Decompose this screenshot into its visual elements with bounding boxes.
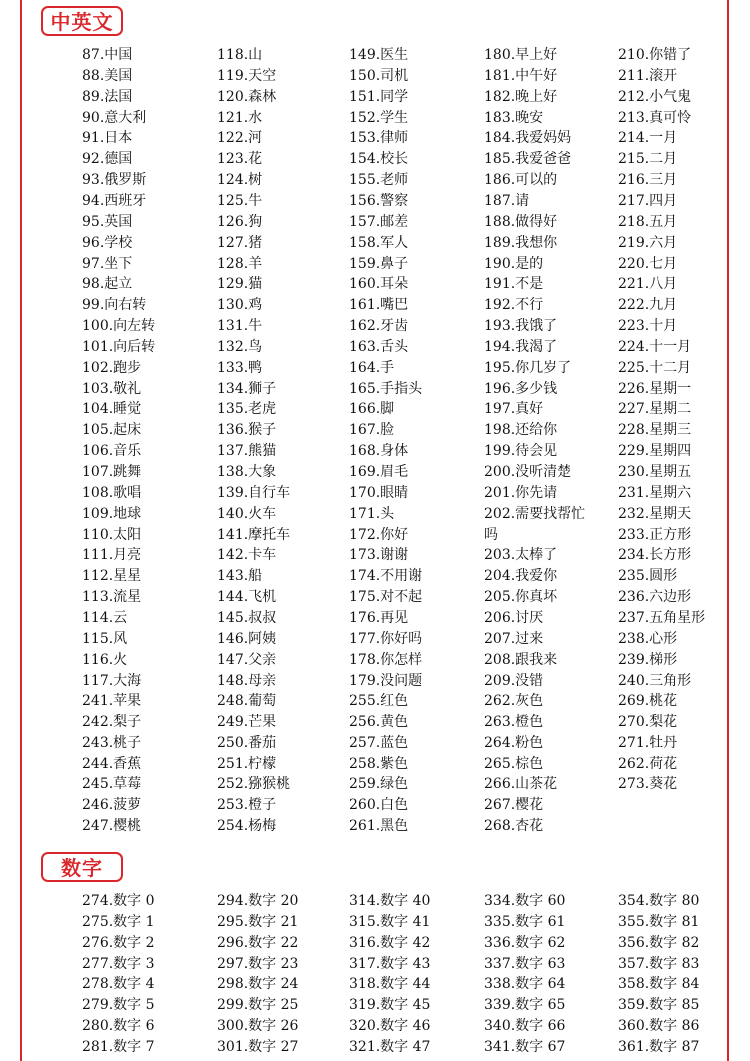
vocab-item: 158.军人 bbox=[349, 234, 409, 251]
section-title-numbers: 数字 bbox=[41, 852, 123, 882]
vocab-item: 110.太阳 bbox=[82, 526, 142, 543]
vocab-item: 160.耳朵 bbox=[349, 276, 409, 293]
vocab-item: 314.数字 40 bbox=[349, 893, 431, 909]
vocab-item: 355.数字 81 bbox=[618, 913, 700, 930]
vocab-item: 154.校长 bbox=[349, 151, 409, 168]
vocab-item: 229.星期四 bbox=[618, 443, 692, 460]
vocab-item: 87.中国 bbox=[82, 47, 133, 63]
vocab-item: 243.桃子 bbox=[82, 734, 142, 751]
vocab-item: 118.山 bbox=[217, 47, 263, 63]
vocab-item: 92.德国 bbox=[82, 151, 133, 168]
vocab-item: 101.向后转 bbox=[82, 338, 156, 355]
vocab-item: 341.数字 67 bbox=[484, 1038, 566, 1055]
vocab-item: 356.数字 82 bbox=[618, 934, 700, 951]
vocab-item: 228.星期三 bbox=[618, 422, 692, 439]
vocab-item: 141.摩托车 bbox=[217, 526, 291, 543]
section-title-chinese-english: 中英文 bbox=[41, 6, 123, 36]
vocab-item: 127.猪 bbox=[217, 234, 263, 251]
vocab-item: 266.山茶花 bbox=[484, 776, 558, 793]
vocab-item: 113.流星 bbox=[82, 589, 142, 606]
vocab-item: 114.云 bbox=[82, 609, 128, 626]
vocab-item: 240.三角形 bbox=[618, 672, 692, 689]
vocab-item: 339.数字 65 bbox=[484, 997, 566, 1014]
vocab-item: 258.紫色 bbox=[349, 755, 409, 772]
vocab-item: 187.请 bbox=[484, 192, 530, 209]
vocab-item: 151.同学 bbox=[349, 88, 409, 105]
vocab-item: 186.可以的 bbox=[484, 172, 558, 189]
vocab-item: 156.警察 bbox=[349, 192, 409, 209]
vocab-item: 106.音乐 bbox=[82, 443, 142, 460]
vocab-item: 279.数字 5 bbox=[82, 997, 155, 1014]
vocab-item: 97.坐下 bbox=[82, 255, 133, 272]
vocab-item: 280.数字 6 bbox=[82, 1018, 155, 1035]
vocab-item: 129.猫 bbox=[217, 276, 263, 293]
vocab-item: 208.跟我来 bbox=[484, 651, 558, 668]
vocab-item: 236.六边形 bbox=[618, 589, 692, 606]
vocab-item: 358.数字 84 bbox=[618, 976, 700, 993]
vocab-item: 202.需要找帮忙吗 bbox=[484, 505, 586, 543]
vocab-item: 145.叔叔 bbox=[217, 609, 277, 626]
page-border-right bbox=[727, 0, 729, 1061]
vocab-item: 251.柠檬 bbox=[217, 755, 277, 772]
vocab-item: 337.数字 63 bbox=[484, 955, 566, 972]
vocab-item: 213.真可怜 bbox=[618, 109, 692, 126]
vocab-item: 163.舌头 bbox=[349, 338, 409, 355]
vocab-item: 249.芒果 bbox=[217, 713, 277, 730]
vocab-item: 194.我渴了 bbox=[484, 338, 558, 355]
vocab-item: 297.数字 23 bbox=[217, 955, 299, 972]
vocab-item: 338.数字 64 bbox=[484, 976, 566, 993]
vocab-item: 222.九月 bbox=[618, 297, 678, 314]
vocab-item: 300.数字 26 bbox=[217, 1018, 299, 1035]
vocab-item: 198.还给你 bbox=[484, 422, 558, 439]
vocab-item: 95.英国 bbox=[82, 213, 133, 230]
vocab-item: 152.学生 bbox=[349, 109, 409, 126]
vocab-item: 137.熊猫 bbox=[217, 443, 277, 460]
vocab-item: 317.数字 43 bbox=[349, 955, 431, 972]
vocab-item: 161.嘴巴 bbox=[349, 297, 409, 314]
vocab-item: 131.牛 bbox=[217, 318, 263, 335]
vocab-item: 89.法国 bbox=[82, 88, 133, 105]
vocab-item: 100.向左转 bbox=[82, 318, 156, 335]
vocab-item: 245.草莓 bbox=[82, 776, 142, 793]
vocab-item: 299.数字 25 bbox=[217, 997, 299, 1014]
vocab-item: 224.十一月 bbox=[618, 338, 692, 355]
vocab-item: 252.猕猴桃 bbox=[217, 776, 291, 793]
vocab-item: 122.河 bbox=[217, 130, 263, 147]
vocab-item: 361.数字 87 bbox=[618, 1038, 700, 1055]
vocab-item: 216.三月 bbox=[618, 172, 678, 189]
vocab-item: 191.不是 bbox=[484, 276, 544, 293]
vocab-item: 90.意大利 bbox=[82, 109, 147, 126]
vocab-item: 295.数字 21 bbox=[217, 913, 299, 930]
vocab-item: 192.不行 bbox=[484, 297, 544, 314]
vocab-item: 340.数字 66 bbox=[484, 1018, 566, 1035]
vocab-item: 94.西班牙 bbox=[82, 192, 147, 209]
vocab-item: 148.母亲 bbox=[217, 672, 277, 689]
vocab-item: 275.数字 1 bbox=[82, 913, 155, 930]
vocab-item: 96.学校 bbox=[82, 234, 133, 251]
vocab-item: 223.十月 bbox=[618, 318, 678, 335]
vocab-item: 277.数字 3 bbox=[82, 955, 155, 972]
vocab-item: 268.杏花 bbox=[484, 818, 544, 835]
vocab-item: 103.敬礼 bbox=[82, 380, 142, 397]
vocab-item: 159.鼻子 bbox=[349, 255, 409, 272]
vocab-item: 264.粉色 bbox=[484, 734, 544, 751]
vocab-item: 238.心形 bbox=[618, 630, 678, 647]
vocab-item: 315.数字 41 bbox=[349, 913, 431, 930]
vocab-item: 334.数字 60 bbox=[484, 893, 566, 909]
vocab-item: 259.绿色 bbox=[349, 776, 409, 793]
vocab-item: 267.樱花 bbox=[484, 797, 544, 814]
vocab-item: 119.天空 bbox=[217, 67, 277, 84]
vocab-item: 231.星期六 bbox=[618, 484, 692, 501]
vocab-item: 177.你好吗 bbox=[349, 630, 423, 647]
vocab-item: 199.待会见 bbox=[484, 443, 558, 460]
vocab-item: 124.树 bbox=[217, 172, 263, 189]
vocab-item: 146.阿姨 bbox=[217, 630, 277, 647]
vocab-item: 217.四月 bbox=[618, 192, 678, 209]
vocab-item: 203.太棒了 bbox=[484, 547, 558, 564]
vocab-item: 242.梨子 bbox=[82, 713, 142, 730]
vocab-item: 206.讨厌 bbox=[484, 609, 544, 626]
vocab-item: 234.长方形 bbox=[618, 547, 692, 564]
vocab-item: 244.香蕉 bbox=[82, 755, 142, 772]
vocab-item: 250.番茄 bbox=[217, 734, 277, 751]
vocab-item: 155.老师 bbox=[349, 172, 409, 189]
vocab-item: 91.日本 bbox=[82, 130, 133, 147]
vocab-item: 115.风 bbox=[82, 630, 128, 647]
vocab-item: 107.跳舞 bbox=[82, 464, 142, 480]
vocab-item: 170.眼睛 bbox=[349, 484, 409, 501]
vocab-item: 162.牙齿 bbox=[349, 318, 409, 335]
vocab-item: 102.跑步 bbox=[82, 359, 142, 376]
vocab-item: 150.司机 bbox=[349, 67, 409, 84]
vocab-item: 181.中午好 bbox=[484, 67, 558, 84]
vocab-item: 171.头 bbox=[349, 505, 395, 522]
vocab-item: 138.大象 bbox=[217, 464, 277, 480]
vocab-item: 316.数字 42 bbox=[349, 934, 431, 951]
vocab-item: 209.没错 bbox=[484, 672, 544, 689]
vocab-item: 359.数字 85 bbox=[618, 997, 700, 1014]
vocab-item: 193.我饿了 bbox=[484, 318, 558, 335]
vocab-item: 128.羊 bbox=[217, 255, 263, 272]
vocab-item: 276.数字 2 bbox=[82, 934, 155, 951]
vocab-item: 136.猴子 bbox=[217, 422, 277, 439]
vocab-item: 99.向右转 bbox=[82, 297, 147, 314]
vocab-item: 153.律师 bbox=[349, 130, 409, 147]
vocab-item: 200.没听清楚 bbox=[484, 464, 572, 480]
vocab-item: 225.十二月 bbox=[618, 359, 692, 376]
vocab-item: 185.我爱爸爸 bbox=[484, 151, 572, 168]
vocab-item: 179.没问题 bbox=[349, 672, 423, 689]
vocab-item: 188.做得好 bbox=[484, 213, 558, 230]
vocab-item: 125.牛 bbox=[217, 192, 263, 209]
vocab-item: 274.数字 0 bbox=[82, 893, 155, 909]
vocab-item: 133.鸭 bbox=[217, 359, 263, 376]
vocab-item: 281.数字 7 bbox=[82, 1038, 155, 1055]
vocab-item: 169.眉毛 bbox=[349, 464, 409, 480]
vocab-item: 183.晚安 bbox=[484, 109, 544, 126]
vocab-item: 247.樱桃 bbox=[82, 818, 142, 835]
vocab-item: 335.数字 61 bbox=[484, 913, 566, 930]
vocab-item: 123.花 bbox=[217, 151, 263, 168]
vocab-item: 139.自行车 bbox=[217, 484, 291, 501]
vocab-item: 116.火 bbox=[82, 651, 128, 668]
vocab-item: 232.星期天 bbox=[618, 505, 692, 522]
vocab-item: 270.梨花 bbox=[618, 713, 678, 730]
vocab-item: 165.手指头 bbox=[349, 380, 423, 397]
vocab-item: 239.梯形 bbox=[618, 651, 678, 668]
vocab-item: 135.老虎 bbox=[217, 401, 277, 418]
vocab-item: 254.杨梅 bbox=[217, 818, 277, 835]
vocab-item: 298.数字 24 bbox=[217, 976, 299, 993]
vocab-item: 144.飞机 bbox=[217, 589, 277, 606]
vocab-item: 296.数字 22 bbox=[217, 934, 299, 951]
vocab-item: 262.荷花 bbox=[618, 755, 678, 772]
vocab-item: 260.白色 bbox=[349, 797, 409, 814]
vocab-item: 301.数字 27 bbox=[217, 1038, 299, 1055]
vocab-item: 149.医生 bbox=[349, 47, 409, 63]
vocab-item: 147.父亲 bbox=[217, 651, 277, 668]
vocab-item: 357.数字 83 bbox=[618, 955, 700, 972]
vocab-item: 121.水 bbox=[217, 109, 263, 126]
vocab-item: 176.再见 bbox=[349, 609, 409, 626]
vocab-item: 130.鸡 bbox=[217, 297, 263, 314]
vocab-item: 168.身体 bbox=[349, 443, 409, 460]
vocab-item: 184.我爱妈妈 bbox=[484, 130, 572, 147]
vocab-item: 318.数字 44 bbox=[349, 976, 431, 993]
vocab-item: 207.过来 bbox=[484, 630, 544, 647]
vocab-item: 237.五角星形 bbox=[618, 609, 706, 626]
vocab-item: 175.对不起 bbox=[349, 589, 423, 606]
vocab-item: 263.橙色 bbox=[484, 713, 544, 730]
vocab-item: 212.小气鬼 bbox=[618, 88, 692, 105]
vocab-item: 246.菠萝 bbox=[82, 797, 142, 814]
vocab-item: 271.牡丹 bbox=[618, 734, 678, 751]
vocab-item: 180.早上好 bbox=[484, 47, 558, 63]
vocab-item: 109.地球 bbox=[82, 505, 142, 522]
vocab-item: 167.脸 bbox=[349, 422, 395, 439]
vocab-item: 157.邮差 bbox=[349, 213, 409, 230]
vocab-item: 220.七月 bbox=[618, 255, 678, 272]
vocab-item: 255.红色 bbox=[349, 693, 409, 709]
vocab-item: 190.是的 bbox=[484, 255, 544, 272]
vocab-item: 126.狗 bbox=[217, 213, 263, 230]
vocab-item: 132.鸟 bbox=[217, 338, 263, 355]
vocab-item: 354.数字 80 bbox=[618, 893, 700, 909]
vocab-item: 269.桃花 bbox=[618, 693, 678, 709]
vocab-item: 98.起立 bbox=[82, 276, 133, 293]
vocab-item: 111.月亮 bbox=[82, 547, 142, 564]
vocab-item: 197.真好 bbox=[484, 401, 544, 418]
vocab-item: 221.八月 bbox=[618, 276, 678, 293]
vocab-item: 294.数字 20 bbox=[217, 893, 299, 909]
vocab-item: 142.卡车 bbox=[217, 547, 277, 564]
vocab-item: 189.我想你 bbox=[484, 234, 558, 251]
vocab-item: 172.你好 bbox=[349, 526, 409, 543]
vocab-item: 262.灰色 bbox=[484, 693, 544, 709]
vocab-item: 88.美国 bbox=[82, 67, 133, 84]
vocab-item: 140.火车 bbox=[217, 505, 277, 522]
vocab-item: 204.我爱你 bbox=[484, 568, 558, 585]
vocab-item: 112.星星 bbox=[82, 568, 142, 585]
vocab-item: 166.脚 bbox=[349, 401, 395, 418]
vocab-item: 105.起床 bbox=[82, 422, 142, 439]
vocab-item: 241.苹果 bbox=[82, 693, 142, 709]
vocab-item: 195.你几岁了 bbox=[484, 359, 572, 376]
vocab-item: 178.你怎样 bbox=[349, 651, 423, 668]
vocab-item: 320.数字 46 bbox=[349, 1018, 431, 1035]
vocab-item: 253.橙子 bbox=[217, 797, 277, 814]
vocab-item: 227.星期二 bbox=[618, 401, 692, 418]
vocab-item: 278.数字 4 bbox=[82, 976, 155, 993]
vocab-item: 273.葵花 bbox=[618, 776, 678, 793]
vocab-item: 164.手 bbox=[349, 359, 395, 376]
vocab-item: 218.五月 bbox=[618, 213, 678, 230]
vocab-item: 256.黄色 bbox=[349, 713, 409, 730]
vocab-item: 230.星期五 bbox=[618, 464, 692, 480]
vocab-item: 265.棕色 bbox=[484, 755, 544, 772]
vocab-item: 336.数字 62 bbox=[484, 934, 566, 951]
vocab-item: 134.狮子 bbox=[217, 380, 277, 397]
vocab-item: 214.一月 bbox=[618, 130, 678, 147]
vocab-item: 108.歌唱 bbox=[82, 484, 142, 501]
vocab-item: 196.多少钱 bbox=[484, 380, 558, 397]
vocab-item: 215.二月 bbox=[618, 151, 678, 168]
vocab-item: 226.星期一 bbox=[618, 380, 692, 397]
vocab-item: 319.数字 45 bbox=[349, 997, 431, 1014]
vocab-item: 143.船 bbox=[217, 568, 263, 585]
vocab-item: 120.森林 bbox=[217, 88, 277, 105]
vocab-item: 104.睡觉 bbox=[82, 401, 142, 418]
page-border-left bbox=[20, 0, 22, 1061]
vocab-item: 235.圆形 bbox=[618, 568, 678, 585]
vocab-item: 182.晚上好 bbox=[484, 88, 558, 105]
vocab-item: 248.葡萄 bbox=[217, 693, 277, 709]
vocab-item: 210.你错了 bbox=[618, 47, 692, 63]
vocab-item: 257.蓝色 bbox=[349, 734, 409, 751]
vocab-item: 233.正方形 bbox=[618, 526, 692, 543]
vocab-item: 174.不用谢 bbox=[349, 568, 423, 585]
vocab-item: 321.数字 47 bbox=[349, 1038, 431, 1055]
vocab-item: 205.你真坏 bbox=[484, 589, 558, 606]
vocab-item: 211.滚开 bbox=[618, 67, 678, 84]
vocab-item: 219.六月 bbox=[618, 234, 678, 251]
vocab-item: 201.你先请 bbox=[484, 484, 558, 501]
vocab-item: 173.谢谢 bbox=[349, 547, 409, 564]
vocab-item: 360.数字 86 bbox=[618, 1018, 700, 1035]
vocab-item: 93.俄罗斯 bbox=[82, 172, 147, 189]
vocab-item: 117.大海 bbox=[82, 672, 142, 689]
vocab-item: 261.黑色 bbox=[349, 818, 409, 835]
